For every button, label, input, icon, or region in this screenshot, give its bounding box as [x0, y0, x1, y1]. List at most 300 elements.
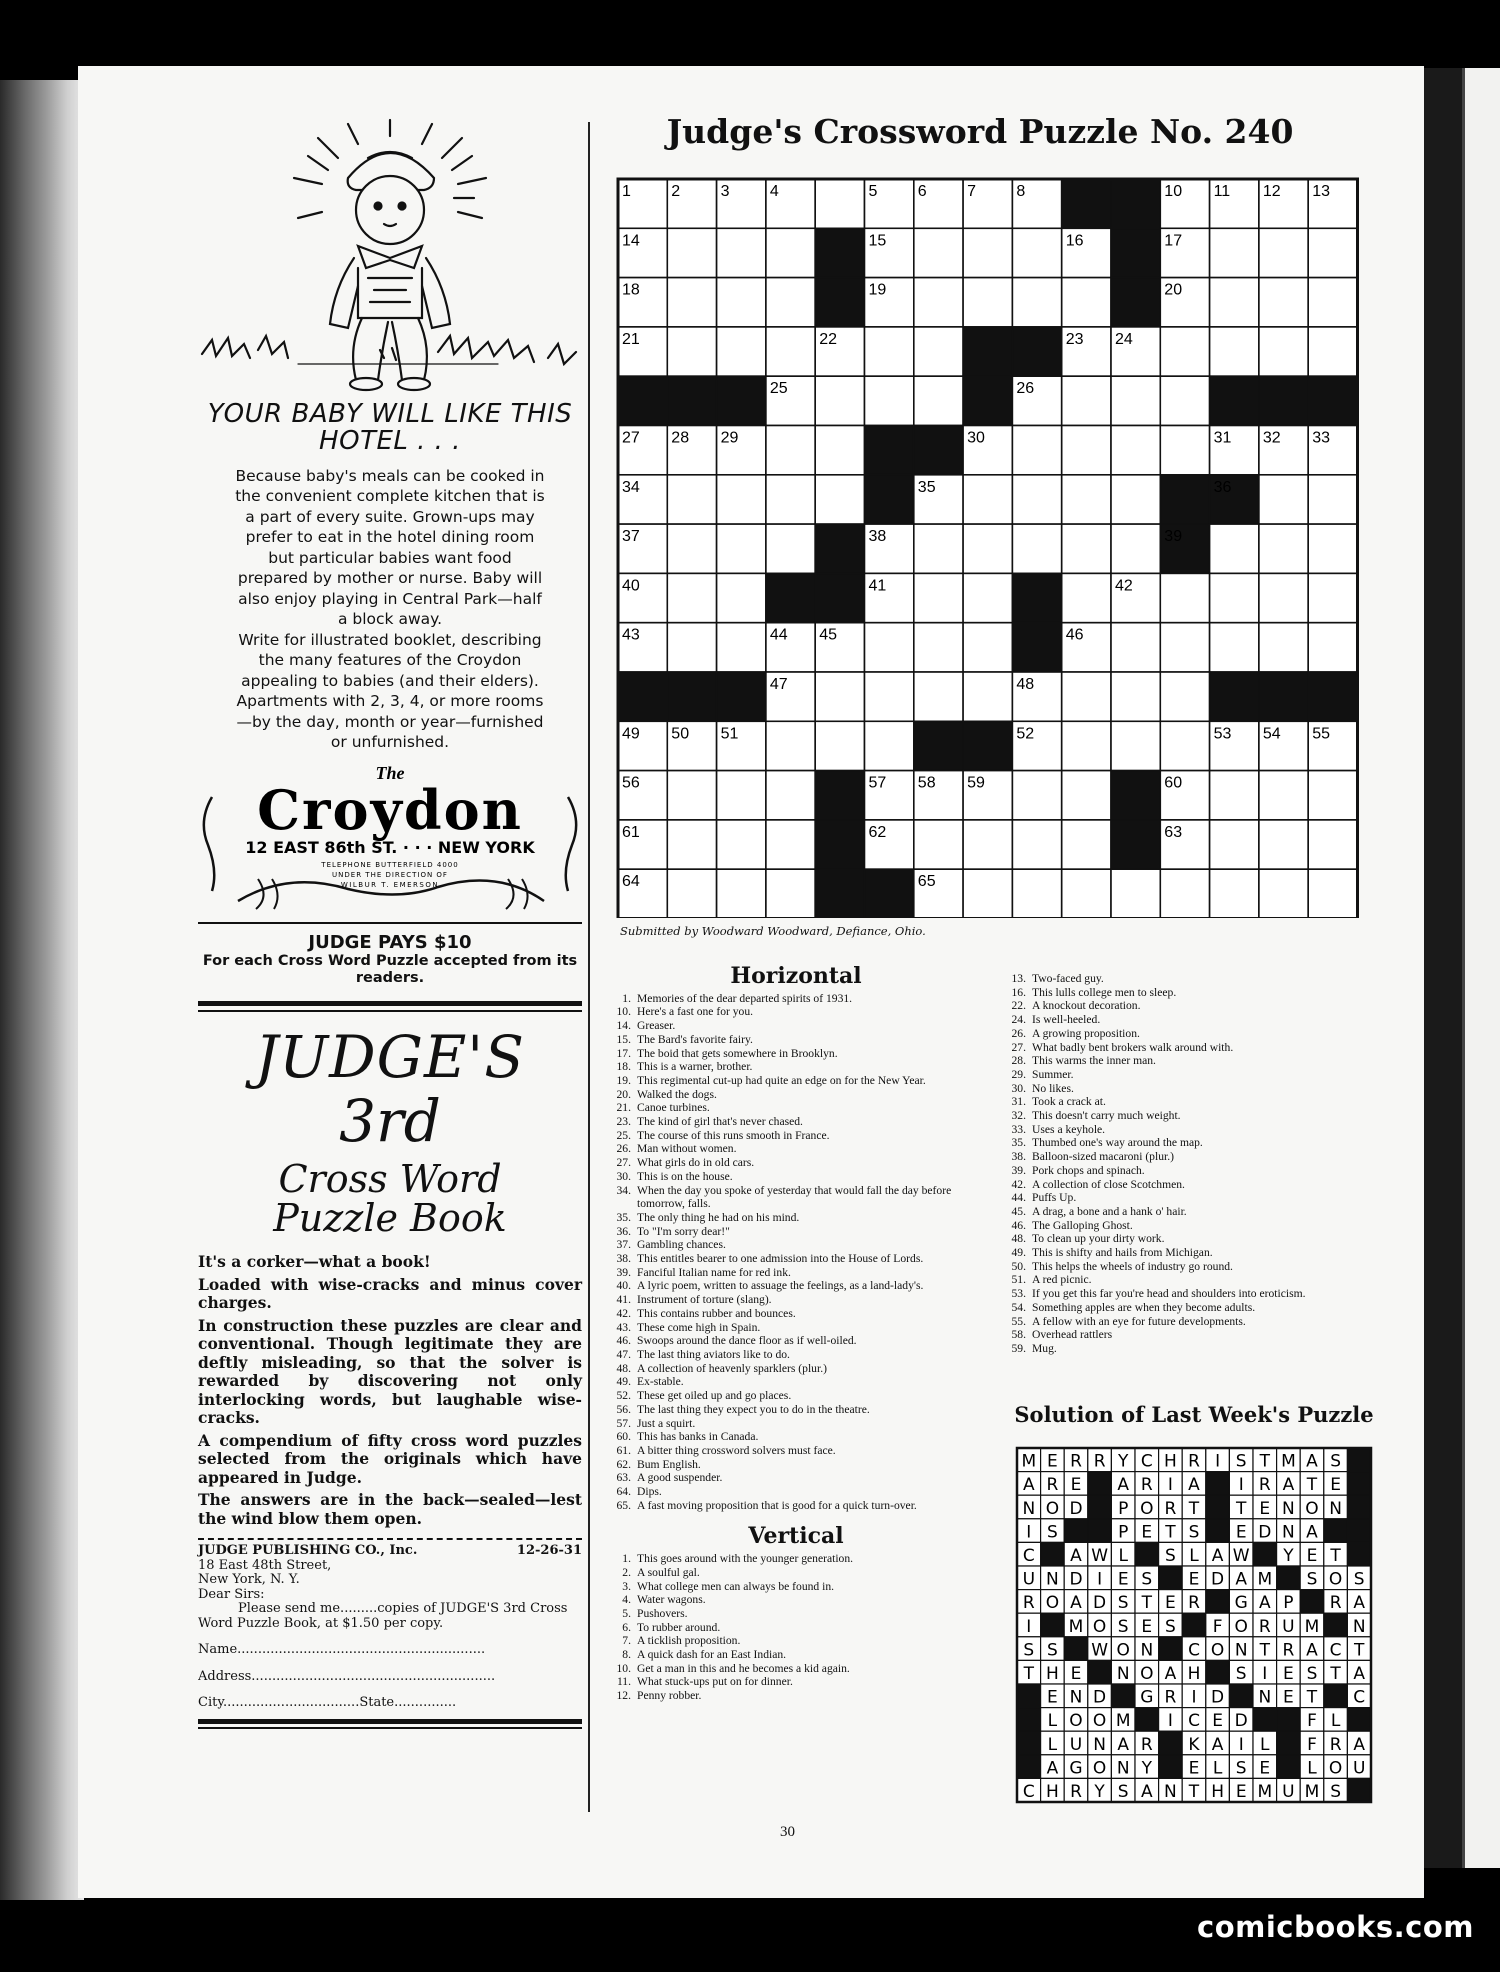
clue-number: 1.	[622, 991, 631, 1005]
clue-number: 42.	[616, 1306, 631, 1320]
black-cell	[1111, 820, 1160, 869]
grid-cell[interactable]	[1062, 426, 1111, 475]
page-number: 30	[780, 1824, 795, 1840]
clue-number: 47.	[616, 1347, 631, 1361]
clue-number: 48.	[616, 1361, 631, 1375]
grid-cell[interactable]	[914, 228, 963, 277]
clue-text: These come high in Spain.	[637, 1320, 761, 1334]
clue-text: This is shifty and hails from Michigan.	[1032, 1246, 1213, 1260]
grid-cell[interactable]	[717, 475, 766, 524]
clue-number: 33.	[1011, 1122, 1026, 1136]
grid-cell[interactable]	[1111, 623, 1160, 672]
clue-number: 64.	[616, 1485, 631, 1499]
solution-black-cell	[1064, 1519, 1088, 1543]
clue-text: When the day you spoke of yesterday that would fall the day before tomorrow, falls.	[637, 1183, 952, 1211]
clue-text: Bum English.	[637, 1457, 701, 1471]
clue	[1000, 1013, 1385, 1027]
grid-cell[interactable]	[1160, 672, 1209, 721]
grid-cell[interactable]	[1210, 623, 1259, 672]
solution-letter: S	[1165, 1616, 1176, 1637]
grid-cell[interactable]	[667, 278, 716, 327]
grid-cell[interactable]	[717, 327, 766, 376]
black-cell	[1062, 179, 1111, 228]
grid-cell[interactable]	[963, 475, 1012, 524]
grid-cell[interactable]	[1308, 623, 1357, 672]
solution-letter: N	[1116, 1664, 1130, 1684]
grid-cell[interactable]	[1308, 869, 1357, 918]
solution-letter: E	[1188, 1569, 1200, 1590]
clue	[605, 1607, 987, 1621]
clue-number: 24.	[1011, 1013, 1026, 1027]
clue-text: To "I'm sorry dear!"	[637, 1224, 730, 1238]
clue-number: 38.	[1011, 1150, 1026, 1164]
solution-letter: R	[1070, 1782, 1082, 1802]
clue-number: 49.	[616, 1375, 631, 1389]
grid-cell[interactable]	[1259, 869, 1308, 918]
clue-number: 60.	[616, 1430, 631, 1444]
grid-cell[interactable]	[1259, 278, 1308, 327]
grid-cell[interactable]	[1012, 426, 1061, 475]
grid-cell[interactable]	[963, 869, 1012, 918]
grid-cell[interactable]	[667, 524, 716, 573]
cell-number: 54	[1262, 725, 1281, 743]
clue-text: Memories of the dear departed spirits of 1931.	[637, 991, 853, 1005]
solution-letter: A	[1188, 1475, 1200, 1496]
black-cell	[1012, 623, 1061, 672]
black-cell	[865, 869, 914, 918]
solution-letter: R	[1282, 1640, 1295, 1661]
grid-cell[interactable]	[815, 672, 864, 721]
grid-cell[interactable]	[1111, 426, 1160, 475]
grid-cell[interactable]	[667, 623, 716, 672]
grid-cell[interactable]	[766, 228, 815, 277]
grid-cell[interactable]	[1012, 869, 1061, 918]
black-cell	[618, 376, 667, 425]
grid-cell[interactable]	[963, 820, 1012, 869]
solution-letter: A	[1282, 1475, 1295, 1496]
cell-number: 33	[1312, 429, 1330, 447]
cell-number: 43	[622, 626, 640, 644]
clue-number: 37.	[616, 1238, 631, 1252]
solution-letter: T	[1259, 1451, 1270, 1472]
cell-number: 27	[622, 429, 640, 447]
ad-headline: YOUR BABY WILL LIKE THIS HOTEL . . .	[207, 399, 573, 457]
grid-cell[interactable]	[1111, 524, 1160, 573]
clue-text: Took a crack at.	[1032, 1095, 1106, 1109]
solution-black-cell	[1182, 1613, 1206, 1637]
clue-number: 6.	[622, 1620, 631, 1634]
clue	[605, 1088, 987, 1102]
solution-letter: T	[1306, 1475, 1318, 1496]
solution-black-cell	[1277, 1731, 1301, 1755]
clue	[1000, 1301, 1385, 1315]
grid-cell[interactable]	[914, 623, 963, 672]
cell-number: 63	[1164, 823, 1183, 841]
grid-cell[interactable]	[717, 524, 766, 573]
solution-letter: C	[1022, 1546, 1035, 1566]
grid-cell[interactable]	[1111, 475, 1160, 524]
grid-cell[interactable]	[1259, 820, 1308, 869]
solution-letter: T	[1354, 1640, 1365, 1661]
solution-letter: D	[1211, 1687, 1225, 1708]
grid-cell[interactable]	[815, 721, 864, 770]
grid-cell[interactable]	[717, 869, 766, 918]
grid-cell[interactable]	[1210, 327, 1259, 376]
solution-letter: T	[1188, 1498, 1200, 1519]
grid-cell[interactable]	[1012, 228, 1061, 277]
solution-letter: M	[1281, 1451, 1296, 1472]
order-salutation: Dear Sirs:	[198, 1586, 265, 1602]
solution-black-cell	[1017, 1731, 1041, 1755]
grid-cell[interactable]	[766, 721, 815, 770]
grid-cell[interactable]	[1160, 721, 1209, 770]
grid-cell[interactable]	[1111, 672, 1160, 721]
order-city-state-line[interactable]: City.................................State...............	[198, 1696, 457, 1711]
grid-cell[interactable]	[1259, 228, 1308, 277]
cell-number: 17	[1164, 232, 1183, 250]
clue-text: This has banks in Canada.	[637, 1430, 759, 1444]
grid-cell[interactable]	[1160, 623, 1209, 672]
order-address-line[interactable]: Address...........................................................	[198, 1669, 496, 1684]
grid-cell[interactable]	[667, 475, 716, 524]
grid-cell[interactable]	[1259, 623, 1308, 672]
grid-cell[interactable]	[1308, 573, 1357, 622]
grid-cell[interactable]	[1111, 869, 1160, 918]
solution-letter: M	[1304, 1616, 1320, 1637]
croydon-name: Croydon	[257, 777, 523, 842]
order-name-line[interactable]: Name............................................................	[198, 1643, 486, 1658]
solution-letter: R	[1188, 1451, 1200, 1472]
black-cell	[1259, 672, 1308, 721]
clue	[1000, 1219, 1385, 1233]
grid-cell[interactable]	[1062, 721, 1111, 770]
solution-letter: I	[1238, 1475, 1244, 1496]
grid-cell[interactable]	[1111, 376, 1160, 425]
grid-cell[interactable]	[963, 573, 1012, 622]
solution-letter: M	[1257, 1782, 1273, 1802]
solution-letter: A	[1070, 1593, 1082, 1614]
black-cell	[865, 426, 914, 475]
grid-cell[interactable]	[1210, 278, 1259, 327]
book-subtitle-line-2: Puzzle Book	[273, 1196, 507, 1241]
grid-cell[interactable]	[914, 327, 963, 376]
solution-letter: T	[1236, 1498, 1247, 1519]
grid-cell[interactable]	[865, 721, 914, 770]
grid-cell[interactable]	[766, 475, 815, 524]
solution-letter: S	[1235, 1664, 1247, 1684]
clue-number: 58.	[1011, 1328, 1026, 1342]
solution-letter: U	[1282, 1616, 1295, 1637]
divider-rule	[198, 1001, 582, 1012]
solution-letter: O	[1092, 1758, 1107, 1779]
solution-letter: S	[1047, 1522, 1058, 1543]
grid-cell[interactable]	[1210, 524, 1259, 573]
grid-cell[interactable]	[815, 376, 864, 425]
grid-cell[interactable]	[1308, 327, 1357, 376]
clue	[605, 1321, 987, 1335]
solution-black-cell	[1206, 1495, 1230, 1519]
solution-letter: A	[1306, 1451, 1318, 1472]
grid-cell[interactable]	[1308, 278, 1357, 327]
grid-cell[interactable]	[667, 327, 716, 376]
order-request: Please send me.........copies of JUDGE'S 3rd Cross Word Puzzle Book, at $1.50 per copy.	[198, 1601, 568, 1631]
solution-letter: T	[1023, 1664, 1034, 1684]
grid-cell[interactable]	[1160, 376, 1209, 425]
clue-number: 63.	[616, 1471, 631, 1485]
solution-black-cell	[1017, 1755, 1041, 1779]
black-cell	[914, 721, 963, 770]
grid-cell[interactable]	[963, 278, 1012, 327]
black-cell	[667, 672, 716, 721]
grid-cell[interactable]	[914, 278, 963, 327]
crossword-grid[interactable]	[615, 176, 1361, 918]
grid-cell[interactable]	[1062, 524, 1111, 573]
solution-black-cell	[1277, 1566, 1301, 1590]
grid-cell[interactable]	[667, 573, 716, 622]
grid-cell[interactable]	[914, 820, 963, 869]
clue	[605, 1293, 987, 1307]
grid-cell[interactable]	[1210, 820, 1259, 869]
solution-letter: E	[1283, 1687, 1294, 1708]
clue-text: Ex-stable.	[637, 1375, 684, 1389]
solution-black-cell	[1159, 1755, 1183, 1779]
grid-cell[interactable]	[963, 524, 1012, 573]
clue-text: A bitter thing crossword solvers must face.	[637, 1443, 836, 1457]
solution-letter: N	[1258, 1687, 1272, 1708]
clue-text: Swoops around the dance floor as if well-oiled.	[637, 1334, 857, 1348]
grid-cell[interactable]	[766, 820, 815, 869]
grid-cell[interactable]	[815, 475, 864, 524]
solution-letter: S	[1141, 1569, 1153, 1590]
grid-cell[interactable]	[1062, 672, 1111, 721]
clue-number: 30.	[616, 1169, 631, 1183]
clue-text: To rubber around.	[637, 1620, 721, 1634]
solution-black-cell	[1206, 1590, 1230, 1614]
grid-cell[interactable]	[1259, 327, 1308, 376]
grid-cell[interactable]	[815, 426, 864, 475]
solution-letter: H	[1046, 1664, 1059, 1684]
solution-letter: W	[1091, 1640, 1109, 1661]
clue-text: The only thing he had on his mind.	[637, 1210, 800, 1224]
grid-cell[interactable]	[1062, 573, 1111, 622]
solution-letter: T	[1330, 1546, 1341, 1566]
solution-letter: U	[1069, 1734, 1083, 1755]
solution-letter: N	[1116, 1758, 1130, 1779]
clue	[1000, 1095, 1385, 1109]
solution-black-cell	[1347, 1542, 1371, 1566]
clue-text: Instrument of torture (slang).	[637, 1293, 772, 1307]
solution-letter: A	[1353, 1664, 1366, 1684]
grid-cell[interactable]	[865, 672, 914, 721]
grid-cell[interactable]	[1062, 869, 1111, 918]
solution-letter: I	[1238, 1734, 1244, 1755]
grid-cell[interactable]	[865, 623, 914, 672]
solution-letter: R	[1022, 1593, 1035, 1614]
grid-cell[interactable]	[1160, 426, 1209, 475]
grid-cell[interactable]	[914, 573, 963, 622]
grid-cell[interactable]	[1259, 573, 1308, 622]
grid-cell[interactable]	[1012, 278, 1061, 327]
grid-cell[interactable]	[1308, 228, 1357, 277]
solution-letter: A	[1211, 1546, 1224, 1566]
cell-number: 21	[622, 330, 640, 348]
grid-cell[interactable]	[865, 376, 914, 425]
book-subtitle-line-1: Cross Word	[278, 1156, 502, 1201]
cell-number: 45	[819, 626, 837, 644]
grid-cell[interactable]	[963, 623, 1012, 672]
grid-cell[interactable]	[1210, 869, 1259, 918]
solution-letter: N	[1164, 1782, 1177, 1802]
clue	[1000, 1054, 1385, 1068]
clue-text: Water wagons.	[637, 1593, 706, 1607]
grid-cell[interactable]	[1062, 376, 1111, 425]
grid-cell[interactable]	[1160, 327, 1209, 376]
clue-number: 35.	[1011, 1136, 1026, 1150]
clue	[605, 992, 987, 1006]
croydon-the: The	[375, 762, 405, 783]
solution-grid	[1015, 1446, 1377, 1808]
grid-cell[interactable]	[963, 672, 1012, 721]
order-coupon	[198, 1538, 582, 1711]
clue	[605, 1225, 987, 1239]
solution-letter: L	[1118, 1546, 1128, 1566]
city-label: City	[198, 1696, 223, 1711]
cell-number: 23	[1065, 330, 1084, 348]
cell-number: 31	[1213, 429, 1232, 447]
cell-number: 49	[622, 725, 640, 743]
solution-letter: O	[1045, 1498, 1060, 1519]
grid-cell[interactable]	[1160, 573, 1209, 622]
grid-cell[interactable]	[717, 278, 766, 327]
grid-cell[interactable]	[1111, 721, 1160, 770]
grid-cell[interactable]	[914, 524, 963, 573]
clue-text: This entitles bearer to one admission into the House of Lords.	[637, 1252, 924, 1266]
clue-text: Greaser.	[637, 1019, 676, 1033]
grid-cell[interactable]	[1062, 475, 1111, 524]
bottom-rule	[198, 1719, 582, 1729]
grid-cell[interactable]	[667, 771, 716, 820]
grid-cell[interactable]	[717, 771, 766, 820]
grid-cell[interactable]	[667, 869, 716, 918]
clue-text: The Bard's favorite fairy.	[637, 1032, 753, 1046]
black-cell	[618, 672, 667, 721]
clue	[605, 1129, 987, 1143]
clue	[1000, 1260, 1385, 1274]
grid-cell[interactable]	[1308, 524, 1357, 573]
clue-number: 50.	[1011, 1259, 1026, 1273]
solution-black-cell	[1347, 1448, 1371, 1472]
grid-cell[interactable]	[766, 426, 815, 475]
cell-number: 55	[1312, 725, 1330, 743]
grid-cell[interactable]	[1210, 771, 1259, 820]
promo-p3: In construction these puzzles are clear and conventional. Though legitimate they are deftly misleading, so that the solver is rewarded by discovering not only interlocking words, but laughable wise-cracks.	[198, 1315, 582, 1428]
clue-number: 49.	[1011, 1246, 1026, 1260]
grid-cell[interactable]	[1012, 820, 1061, 869]
solution-letter: R	[1164, 1687, 1177, 1708]
solution-letter: Y	[1094, 1782, 1105, 1802]
clue	[605, 1033, 987, 1047]
clue-number: 11.	[616, 1675, 631, 1689]
grid-cell[interactable]	[717, 623, 766, 672]
grid-cell[interactable]	[766, 278, 815, 327]
grid-cell[interactable]	[1308, 820, 1357, 869]
grid-cell[interactable]	[1160, 869, 1209, 918]
grid-cell[interactable]	[1012, 771, 1061, 820]
grid-cell[interactable]	[1259, 475, 1308, 524]
grid-cell[interactable]	[865, 327, 914, 376]
clue	[1000, 1178, 1385, 1192]
clue-number: 2.	[622, 1565, 631, 1579]
clue	[1000, 1342, 1385, 1356]
grid-cell[interactable]	[766, 869, 815, 918]
grid-cell[interactable]	[1259, 524, 1308, 573]
solution-letter: D	[1093, 1687, 1107, 1708]
solution-letter: P	[1283, 1593, 1294, 1614]
grid-cell[interactable]	[914, 672, 963, 721]
solution-letter: S	[1188, 1522, 1200, 1543]
solution-letter: R	[1046, 1475, 1059, 1496]
grid-cell[interactable]	[1012, 475, 1061, 524]
cell-number: 14	[622, 232, 640, 250]
solution-black-cell	[1017, 1708, 1041, 1732]
solution-black-cell	[1088, 1472, 1112, 1496]
grid-cell[interactable]	[766, 327, 815, 376]
grid-cell[interactable]	[1308, 771, 1357, 820]
black-cell	[815, 869, 864, 918]
solution-black-cell	[1347, 1708, 1371, 1732]
solution-letter: P	[1118, 1498, 1129, 1519]
grid-cell[interactable]	[766, 771, 815, 820]
grid-cell[interactable]	[1062, 278, 1111, 327]
cell-number: 28	[671, 429, 690, 447]
cell-number: 10	[1164, 183, 1183, 200]
solution-letter: S	[1330, 1782, 1341, 1802]
grid-cell[interactable]	[667, 820, 716, 869]
clue-number: 19.	[616, 1073, 631, 1087]
grid-cell[interactable]	[766, 524, 815, 573]
grid-cell[interactable]	[815, 179, 864, 228]
grid-cell[interactable]	[1062, 771, 1111, 820]
grid-cell[interactable]	[1210, 573, 1259, 622]
grid-cell[interactable]	[717, 228, 766, 277]
clue	[605, 1662, 987, 1676]
grid-cell[interactable]	[1259, 771, 1308, 820]
grid-cell[interactable]	[1308, 475, 1357, 524]
grid-cell[interactable]	[1210, 228, 1259, 277]
grid-cell[interactable]	[717, 573, 766, 622]
grid-cell[interactable]	[914, 376, 963, 425]
grid-cell[interactable]	[1062, 820, 1111, 869]
cell-number: 53	[1213, 725, 1232, 743]
solution-letter: R	[1164, 1498, 1177, 1519]
clue	[1000, 1136, 1385, 1150]
grid-cell[interactable]	[963, 228, 1012, 277]
cell-number: 48	[1016, 676, 1035, 693]
cell-number: 12	[1262, 183, 1281, 200]
clue-number: 51.	[1011, 1273, 1026, 1287]
solution-letter: O	[1116, 1640, 1130, 1661]
solution-letter: O	[1328, 1758, 1343, 1779]
grid-cell[interactable]	[667, 228, 716, 277]
clue-number: 56.	[616, 1402, 631, 1416]
grid-cell[interactable]	[717, 820, 766, 869]
cell-number: 18	[622, 281, 640, 299]
solution-black-cell	[1135, 1708, 1159, 1732]
grid-cell[interactable]	[1012, 524, 1061, 573]
black-cell	[1308, 672, 1357, 721]
left-column	[198, 118, 582, 1729]
black-cell	[815, 228, 864, 277]
